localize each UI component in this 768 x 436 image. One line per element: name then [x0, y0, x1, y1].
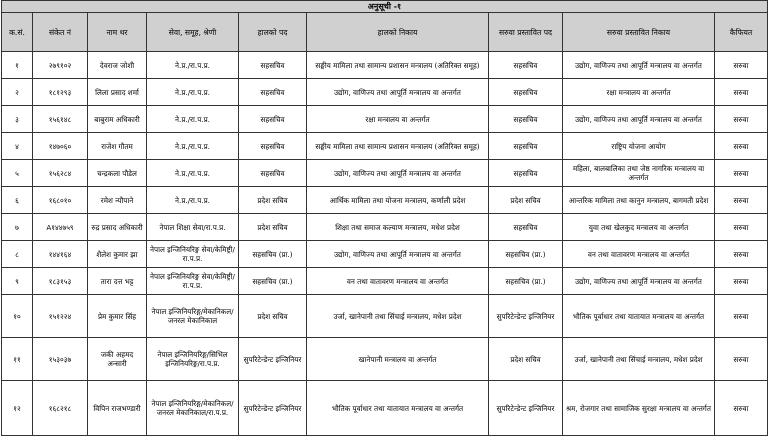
- cell-code: १५१२२४: [33, 295, 88, 338]
- cell-sn: ६: [2, 187, 33, 214]
- cell-remark: सरुवा: [715, 214, 768, 241]
- cell-name: विपिन राजभण्डारी: [88, 381, 147, 436]
- cell-current-office: सङ्घीय मामिला तथा सामान्य प्रशासन मन्त्रालय (अतिरिक्त समूह): [307, 133, 489, 160]
- transfer-table: [1, 0, 768, 436]
- cell-sn: १: [2, 52, 33, 79]
- header-proposed-office: सरुवा प्रस्तावित निकाय: [563, 13, 715, 52]
- cell-name: राजेश गौतम: [88, 133, 147, 160]
- cell-remark: सरुवा: [715, 79, 768, 106]
- cell-proposed-office: उर्जा, खानेपानी तथा सिंचाई मन्त्रालय, मधेश प्रदेश: [563, 338, 715, 381]
- table-row: [2, 241, 768, 268]
- table-row: [2, 381, 768, 436]
- cell-remark: सरुवा: [715, 241, 768, 268]
- cell-current-office: उर्जा, खानेपानी तथा सिंचाई मन्त्रालय, मधेश प्रदेश: [307, 295, 489, 338]
- table-row: [2, 160, 768, 187]
- cell-current-office: सङ्घीय मामिला तथा सामान्य प्रशासन मन्त्रालय (अतिरिक्त समूह): [307, 52, 489, 79]
- cell-current-office: शिक्षा तथा समाज कल्याण मन्त्रालय, मधेश प्रदेश: [307, 214, 489, 241]
- table-row: [2, 187, 768, 214]
- cell-proposed-post: सहसचिव: [489, 214, 563, 241]
- cell-service: नेपाल इन्जिनियरिङ्ग सेवा/केमिष्ट्री/रा.प.प्र.: [147, 241, 239, 268]
- cell-name: रमेश न्यौपाने: [88, 187, 147, 214]
- cell-proposed-post: सहसचिव (प्रा.): [489, 241, 563, 268]
- cell-current-office: वन तथा वातावरण मन्त्रालय वा अन्तर्गत: [307, 268, 489, 295]
- cell-current-post: सहसचिव: [239, 106, 307, 133]
- cell-remark: सरुवा: [715, 52, 768, 79]
- cell-service: नेपाल इन्जिनियरिङ्ग/मेकानिकल/जनरल मेकानिकाल: [147, 295, 239, 338]
- cell-current-post: सहसचिव: [239, 133, 307, 160]
- header-service: सेवा, समूह, श्रेणी: [147, 13, 239, 52]
- cell-current-office: उद्योग, वाणिज्य तथा आपूर्ति मन्त्रालय वा अन्तर्गत: [307, 241, 489, 268]
- cell-current-office: उद्योग, वाणिज्य तथा आपूर्ति मन्त्रालय वा अन्तर्गत: [307, 160, 489, 187]
- cell-current-office: खानेपानी मन्त्रालय वा अन्तर्गत: [307, 338, 489, 381]
- cell-proposed-office: भौतिक पूर्वाधार तथा यातायात मन्त्रालय वा अन्तर्गत: [563, 295, 715, 338]
- cell-service: नेपाल इन्जिनियरिङ्ग सेवा/केमिष्ट्री/रा.प.प्र.: [147, 268, 239, 295]
- header-sn: क.सं.: [2, 13, 33, 52]
- cell-proposed-office: उद्योग, वाणिज्य तथा आपूर्ति मन्त्रालय वा अन्तर्गत: [563, 52, 715, 79]
- table-body: [2, 52, 768, 436]
- cell-code: १६८०१०: [33, 187, 88, 214]
- cell-proposed-post: सुपरिटेन्डेन्ट इन्जिनियर: [489, 295, 563, 338]
- cell-name: तारा दत्त भट्ट: [88, 268, 147, 295]
- table-row: [2, 106, 768, 133]
- table-row: [2, 268, 768, 295]
- cell-name: रुद्र प्रसाद अधिकारी: [88, 214, 147, 241]
- cell-remark: सरुवा: [715, 133, 768, 160]
- cell-current-post: सहसचिव (प्रा.): [239, 268, 307, 295]
- cell-sn: ११: [2, 338, 33, 381]
- cell-remark: सरुवा: [715, 106, 768, 133]
- cell-proposed-office: उद्योग, वाणिज्य तथा आपूर्ति मन्त्रालय वा अन्तर्गत: [563, 268, 715, 295]
- cell-proposed-office: वन तथा वातावरण मन्त्रालय वा अन्तर्गत: [563, 241, 715, 268]
- cell-remark: सरुवा: [715, 295, 768, 338]
- cell-current-post: प्रदेश सचिव: [239, 214, 307, 241]
- cell-code: १४७०६०: [33, 133, 88, 160]
- cell-service: ने.प्र./रा.प.प्र.: [147, 79, 239, 106]
- cell-current-post: सुपरिटेन्डेन्ट इन्जिनियर: [239, 381, 307, 436]
- cell-sn: २: [2, 79, 33, 106]
- header-current-post: हालको पद: [239, 13, 307, 52]
- cell-proposed-post: सुपरिटेन्डेन्ट इन्जिनियर: [489, 381, 563, 436]
- cell-proposed-post: सहसचिव: [489, 52, 563, 79]
- cell-remark: सरुवा: [715, 160, 768, 187]
- cell-code: १८१२९३: [33, 79, 88, 106]
- cell-proposed-post: सहसचिव: [489, 160, 563, 187]
- cell-current-post: प्रदेश सचिव: [239, 295, 307, 338]
- table-row: [2, 133, 768, 160]
- table-row: [2, 295, 768, 338]
- cell-current-office: उद्योग, वाणिज्य तथा आपूर्ति मन्त्रालय वा अन्तर्गत: [307, 79, 489, 106]
- cell-sn: ७: [2, 214, 33, 241]
- header-name: नाम थर: [88, 13, 147, 52]
- cell-remark: सरुवा: [715, 381, 768, 436]
- header-current-office: हालको निकाय: [307, 13, 489, 52]
- table-title: अनुसूची -१: [2, 1, 768, 13]
- cell-current-post: सहसचिव (प्रा.): [239, 241, 307, 268]
- cell-current-office: भौतिक पूर्वाधार तथा यातायात मन्त्रालय वा अन्तर्गत: [307, 381, 489, 436]
- header-proposed-post: सरुवा प्रस्तावित पद: [489, 13, 563, 52]
- table-row: [2, 338, 768, 381]
- cell-code: A१४४७५९: [33, 214, 88, 241]
- cell-name: देवराज जोशी: [88, 52, 147, 79]
- cell-sn: ८: [2, 241, 33, 268]
- cell-proposed-office: युवा तथा खेलकुद मन्त्रालय वा अन्तर्गत: [563, 214, 715, 241]
- cell-code: १४४१६४: [33, 241, 88, 268]
- cell-sn: १२: [2, 381, 33, 436]
- cell-code: १६८२१८: [33, 381, 88, 436]
- cell-service: नेपाल इन्जिनियरिङ्ग/मेकानिकल/जनरल मेकानिकाल/रा.प.प्र.: [147, 381, 239, 436]
- cell-current-post: प्रदेश सचिव: [239, 187, 307, 214]
- header-remark: कैफियत: [715, 13, 768, 52]
- cell-sn: ३: [2, 106, 33, 133]
- cell-name: चन्द्रकला पौडेल: [88, 160, 147, 187]
- cell-current-post: सुपरिटेन्डेन्ट इन्जिनियर: [239, 338, 307, 381]
- cell-sn: ४: [2, 133, 33, 160]
- cell-proposed-post: प्रदेश सचिव: [489, 187, 563, 214]
- cell-proposed-office: महिला, बालबालिका तथा जेष्ठ नागरिक मन्त्रालय वा अन्तर्गत: [563, 160, 715, 187]
- cell-code: १८३१५३: [33, 268, 88, 295]
- cell-name: जकी अहमद अन्सारी: [88, 338, 147, 381]
- cell-proposed-office: रक्षा मन्त्रालय वा अन्तर्गत: [563, 79, 715, 106]
- cell-service: ने.प्र./रा.प.प्र.: [147, 52, 239, 79]
- header-code: संकेत नं: [33, 13, 88, 52]
- cell-name: बाबुराम अधिकारी: [88, 106, 147, 133]
- cell-remark: सरुवा: [715, 338, 768, 381]
- cell-remark: सरुवा: [715, 187, 768, 214]
- cell-service: ने.प्र./रा.प.प्र.: [147, 106, 239, 133]
- cell-proposed-post: प्रदेश सचिव: [489, 338, 563, 381]
- cell-service: नेपाल इन्जिनियरिङ्ग/सिभिल इन्जिनियरिङ्ग/रा.प.प्र.: [147, 338, 239, 381]
- table-row: [2, 79, 768, 106]
- cell-service: ने.प्र./रा.प.प्र.: [147, 160, 239, 187]
- cell-current-post: सहसचिव: [239, 79, 307, 106]
- cell-service: नेपाल शिक्षा सेवा/रा.प.प्र.: [147, 214, 239, 241]
- cell-service: ने.प्र./रा.प.प्र.: [147, 133, 239, 160]
- cell-proposed-post: सहसचिव: [489, 106, 563, 133]
- cell-name: शैलेश कुमार झा: [88, 241, 147, 268]
- cell-proposed-post: सहसचिव: [489, 79, 563, 106]
- cell-code: १५३०३७: [33, 338, 88, 381]
- cell-name: लिला प्रसाद शर्मा: [88, 79, 147, 106]
- cell-service: ने.प्र./रा.प.प्र.: [147, 187, 239, 214]
- cell-code: २७९१०२: [33, 52, 88, 79]
- cell-current-post: सहसचिव: [239, 52, 307, 79]
- cell-sn: १०: [2, 295, 33, 338]
- cell-proposed-post: सहसचिव (प्रा.): [489, 268, 563, 295]
- table-row: [2, 52, 768, 79]
- cell-sn: ५: [2, 160, 33, 187]
- cell-name: प्रेम कुमार सिंह: [88, 295, 147, 338]
- cell-proposed-office: राष्ट्रिय योजना आयोग: [563, 133, 715, 160]
- cell-code: १५६१४८: [33, 106, 88, 133]
- cell-current-office: आर्थिक मामिला तथा योजना मन्त्रालय, कर्णाली प्रदेश: [307, 187, 489, 214]
- cell-sn: ९: [2, 268, 33, 295]
- cell-proposed-office: श्रम, रोजगार तथा सामाजिक सुरक्षा मन्त्रालय वा अन्तर्गत: [563, 381, 715, 436]
- cell-proposed-office: उद्योग, वाणिज्य तथा आपूर्ति मन्त्रालय वा अन्तर्गत: [563, 106, 715, 133]
- cell-proposed-post: सहसचिव: [489, 133, 563, 160]
- cell-current-post: सहसचिव: [239, 160, 307, 187]
- cell-remark: सरुवा: [715, 268, 768, 295]
- cell-code: १५६२८४: [33, 160, 88, 187]
- cell-current-office: रक्षा मन्त्रालय वा अन्तर्गत: [307, 106, 489, 133]
- table-row: [2, 214, 768, 241]
- cell-proposed-office: आन्तरिक मामिला तथा कानुन मन्त्रालय, बागमती प्रदेश: [563, 187, 715, 214]
